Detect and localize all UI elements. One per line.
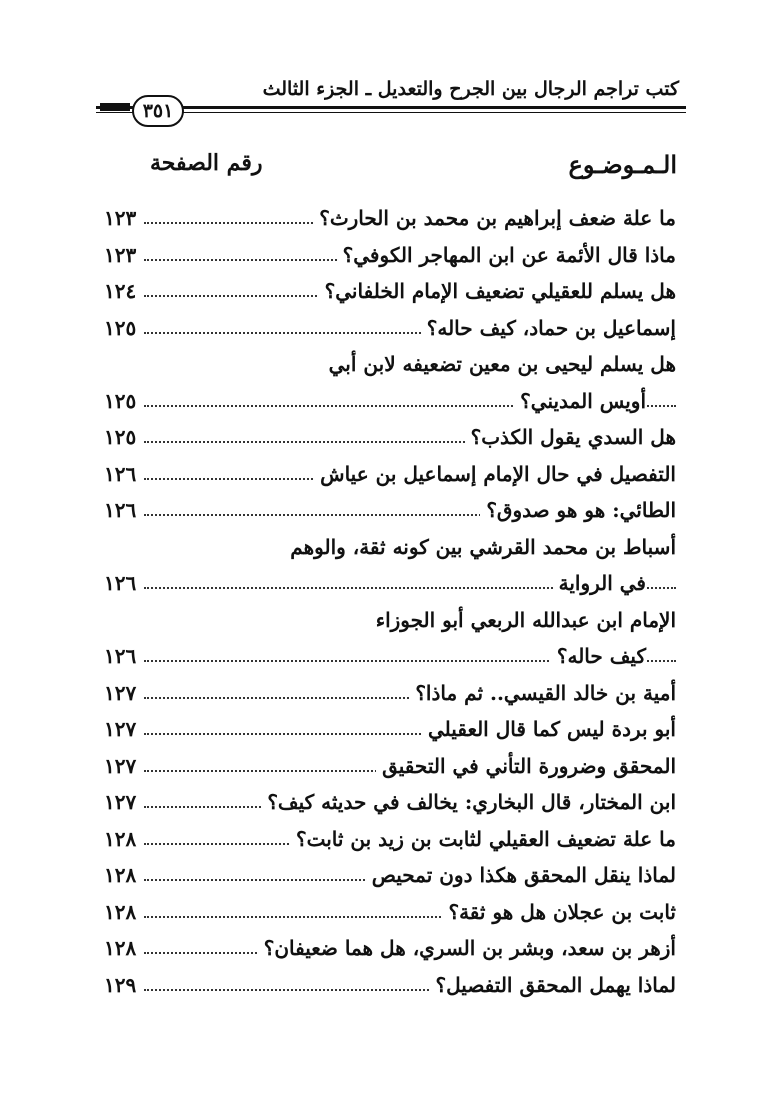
toc-entry-page: ١٢٥ [104, 419, 138, 455]
toc-entry [104, 200, 676, 237]
toc-entry-title: ابن المختار، قال البخاري: يخالف في حديثه كيف؟ [261, 784, 676, 820]
toc-entry [104, 492, 676, 529]
toc-entry-page: ١٢٦ [104, 638, 138, 674]
page-number: ٣٥١ [132, 95, 184, 127]
ornament-bars [100, 103, 130, 115]
toc-entry [104, 456, 676, 493]
toc-entry-title: أمية بن خالد القيسي.. ثم ماذا؟ [409, 675, 676, 711]
toc-entry [104, 310, 676, 347]
toc-entry-title: المحقق وضرورة التأني في التحقيق [376, 748, 676, 784]
toc-entry-title: ما علة تضعيف العقيلي لثابت بن زيد بن ثابت؟ [290, 821, 676, 857]
column-heading-topic: الـمـوضـوع [568, 150, 677, 179]
toc-entry-page: ١٢٦ [104, 492, 138, 528]
toc-entry [104, 857, 676, 894]
toc-entry [104, 346, 676, 383]
toc-list [104, 200, 676, 1003]
toc-entry [104, 784, 676, 821]
column-heading-page: رقم الصفحة [150, 150, 263, 176]
toc-entry [104, 930, 676, 967]
running-title: كتب تراجم الرجال بين الجرح والتعديل ـ الجزء الثالث [262, 78, 679, 100]
toc-entry-title: لماذا ينقل المحقق هكذا دون تمحيص [366, 857, 676, 893]
toc-entry-page: ١٢٧ [104, 675, 138, 711]
toc-entry-page: ١٢٥ [104, 383, 138, 419]
toc-entry-page: ١٢٤ [104, 273, 138, 309]
toc-entry-page: ١٢٣ [104, 237, 138, 273]
toc-entry-page: ١٢٧ [104, 711, 138, 747]
toc-entry [104, 894, 676, 931]
toc-entry [104, 237, 676, 274]
toc-entry [104, 675, 676, 712]
toc-entry [104, 967, 676, 1004]
toc-entry-title: الطائي: هو هو صدوق؟ [480, 492, 676, 528]
toc-entry-title: في الرواية [553, 565, 646, 601]
toc-entry-title: كيف حاله؟ [551, 638, 646, 674]
toc-entry [104, 273, 676, 310]
toc-entry-title: أبو بردة ليس كما قال العقيلي [422, 711, 676, 747]
header-rule [96, 106, 686, 109]
toc-entry-page: ١٢٨ [104, 857, 138, 893]
toc-entry [104, 602, 676, 639]
toc-entry [104, 711, 676, 748]
header-rule-thin [96, 112, 686, 113]
toc-entry-page: ١٢٦ [104, 456, 138, 492]
toc-entry-title: إسماعيل بن حماد، كيف حاله؟ [421, 310, 676, 346]
toc-entry-page: ١٢٨ [104, 894, 138, 930]
toc-entry-title: هل يسلم ليحيى بن معين تضعيفه لابن أبي [323, 346, 676, 382]
toc-entry-title: الإمام ابن عبدالله الربعي أبو الجوزاء [370, 602, 676, 638]
toc-entry-page: ١٢٩ [104, 967, 138, 1003]
toc-entry-page: ١٢٧ [104, 784, 138, 820]
toc-entry [104, 565, 676, 602]
toc-entry [104, 748, 676, 785]
toc-entry-page: ١٢٨ [104, 821, 138, 857]
toc-entry [104, 821, 676, 858]
toc-entry-title: لماذا يهمل المحقق التفصيل؟ [430, 967, 676, 1003]
toc-entry-title: أزهر بن سعد، وبشر بن السري، هل هما ضعيفان؟ [258, 930, 676, 966]
toc-entry-page: ١٢٣ [104, 200, 138, 236]
toc-entry-page: ١٢٦ [104, 565, 138, 601]
toc-entry-title: أويس المديني؟ [514, 383, 646, 419]
toc-entry-page: ١٢٨ [104, 930, 138, 966]
toc-entry-page: ١٢٥ [104, 310, 138, 346]
toc-entry [104, 419, 676, 456]
toc-entry-title: ماذا قال الأئمة عن ابن المهاجر الكوفي؟ [337, 237, 676, 273]
toc-entry [104, 529, 676, 566]
toc-entry-page: ١٢٧ [104, 748, 138, 784]
toc-entry-title: التفصيل في حال الإمام إسماعيل بن عياش [314, 456, 676, 492]
toc-entry [104, 383, 676, 420]
toc-entry [104, 638, 676, 675]
toc-entry-title: ما علة ضعف إبراهيم بن محمد بن الحارث؟ [313, 200, 676, 236]
toc-entry-title: ثابت بن عجلان هل هو ثقة؟ [442, 894, 676, 930]
toc-entry-title: أسباط بن محمد القرشي بين كونه ثقة، والوهم [284, 529, 676, 565]
toc-entry-title: هل السدي يقول الكذب؟ [465, 419, 676, 455]
toc-entry-title: هل يسلم للعقيلي تضعيف الإمام الخلفاني؟ [319, 273, 676, 309]
